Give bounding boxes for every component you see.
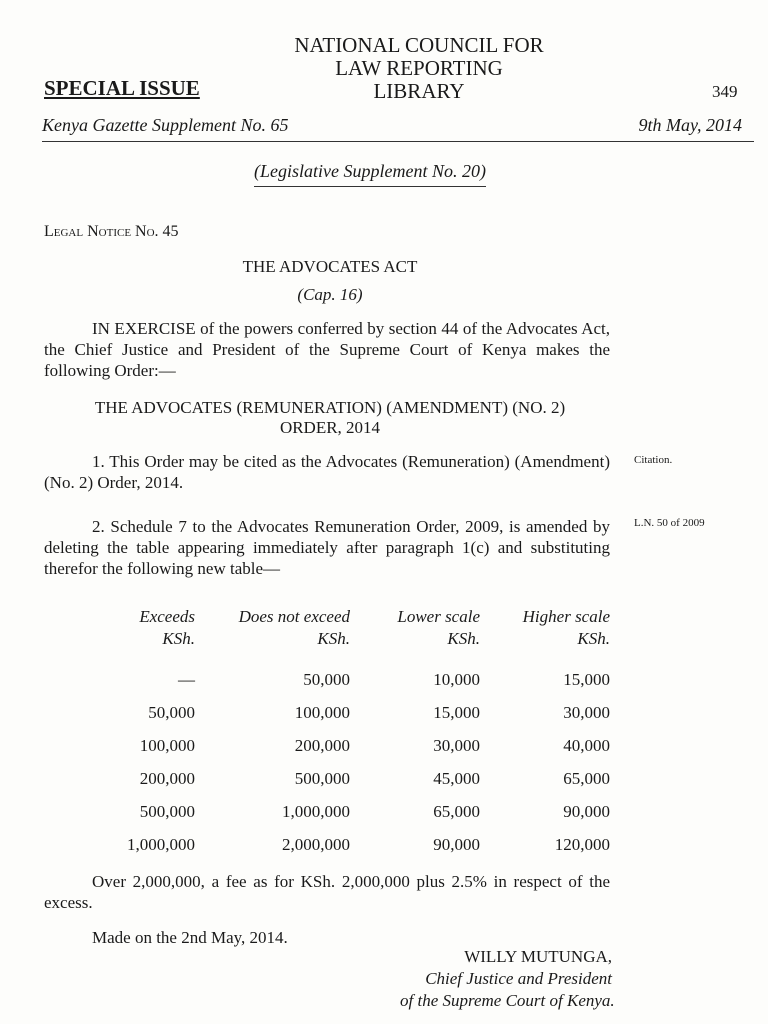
- special-issue-heading: SPECIAL ISSUE: [44, 76, 200, 100]
- table-cell: 200,000: [139, 769, 195, 788]
- table-cell: 1,000,000: [282, 802, 350, 821]
- column-header: Lower scale KSh.: [397, 607, 480, 648]
- preamble-lead: IN EXERCISE: [92, 319, 196, 338]
- table-cell: 200,000: [294, 736, 350, 755]
- table-cell: 15,000: [563, 670, 610, 689]
- table-cell: 120,000: [554, 835, 610, 854]
- table-cell: 2,000,000: [282, 835, 350, 854]
- page-number: 349: [712, 82, 738, 101]
- table-cell: 15,000: [433, 703, 480, 722]
- table-row: [100, 736, 610, 769]
- table-cell: 1,000,000: [127, 835, 195, 854]
- table-cell: 65,000: [433, 802, 480, 821]
- order-title-line: THE ADVOCATES (REMUNERATION) (AMENDMENT) (NO. 2): [94, 398, 566, 417]
- gazette-supplement: Kenya Gazette Supplement No. 65: [42, 115, 289, 135]
- order-title: [0, 398, 660, 438]
- stamp-line: NATIONAL COUNCIL FOR: [294, 33, 544, 57]
- table-cell: 10,000: [433, 670, 480, 689]
- issue-date: 9th May, 2014: [638, 115, 742, 135]
- excess-note-text: Over 2,000,000, a fee as for KSh. 2,000,000 plus 2.5% in respect of the excess.: [44, 872, 610, 912]
- table-cell: 30,000: [433, 736, 480, 755]
- table-cell: 90,000: [433, 835, 480, 854]
- table-cell: 90,000: [563, 802, 610, 821]
- table-cell: 50,000: [303, 670, 350, 689]
- made-on-date: Made on the 2nd May, 2014.: [92, 928, 288, 947]
- column-header: Higher scale KSh.: [522, 607, 610, 648]
- table-cell: 30,000: [563, 703, 610, 722]
- legal-notice-number: Legal Notice No. 45: [44, 223, 179, 240]
- stamp-line: LIBRARY: [373, 79, 465, 103]
- fee-table: [100, 606, 610, 868]
- table-row: [100, 769, 610, 802]
- act-title: THE ADVOCATES ACT: [242, 257, 418, 276]
- signatory-title: Chief Justice and President: [425, 969, 612, 988]
- clause-1-text: 1. This Order may be cited as the Advocates (Remuneration) (Amendment) (No. 2) Order, 2014.: [44, 452, 610, 492]
- signatory-name: WILLY MUTUNGA,: [464, 947, 612, 966]
- clause-1: [44, 451, 610, 493]
- table-cell: 500,000: [294, 769, 350, 788]
- margin-note-ln: L.N. 50 of 2009: [634, 517, 705, 529]
- excess-note: [44, 871, 610, 913]
- signature-block: [400, 946, 615, 1012]
- legislative-supplement: (Legislative Supplement No. 20): [254, 161, 486, 187]
- table-cell: 500,000: [139, 802, 195, 821]
- table-cell: —: [178, 670, 195, 689]
- preamble: [44, 318, 610, 381]
- clause-2: [44, 516, 610, 579]
- table-row: [100, 802, 610, 835]
- table-row: [100, 835, 610, 868]
- table-cell: 100,000: [294, 703, 350, 722]
- table-cell: 65,000: [563, 769, 610, 788]
- gazette-supplement-line: [42, 115, 754, 142]
- table-cell: 100,000: [139, 736, 195, 755]
- order-title-line: ORDER, 2014: [279, 418, 381, 437]
- signatory-title: of the Supreme Court of Kenya.: [400, 991, 615, 1010]
- column-header: Does not exceed KSh.: [238, 607, 350, 648]
- margin-note-citation: Citation.: [634, 454, 673, 466]
- table-cell: 50,000: [148, 703, 195, 722]
- column-header: Exceeds KSh.: [139, 607, 195, 648]
- table-cell: 45,000: [433, 769, 480, 788]
- stamp-line: LAW REPORTING: [335, 56, 503, 80]
- table-row: [100, 703, 610, 736]
- clause-2-text: 2. Schedule 7 to the Advocates Remuneration Order, 2009, is amended by deleting the table appearing immediately after paragraph 1(c) and substituting therefor the following new table—: [44, 517, 610, 578]
- table-row: [100, 670, 610, 703]
- table-cell: 40,000: [563, 736, 610, 755]
- preamble-text: of the powers conferred by section 44 of the Advocates Act, the Chief Justice and President of the Supreme Court of Kenya makes the following Order:—: [44, 319, 610, 380]
- act-chapter: (Cap. 16): [297, 285, 363, 304]
- table-header-row: [100, 606, 610, 670]
